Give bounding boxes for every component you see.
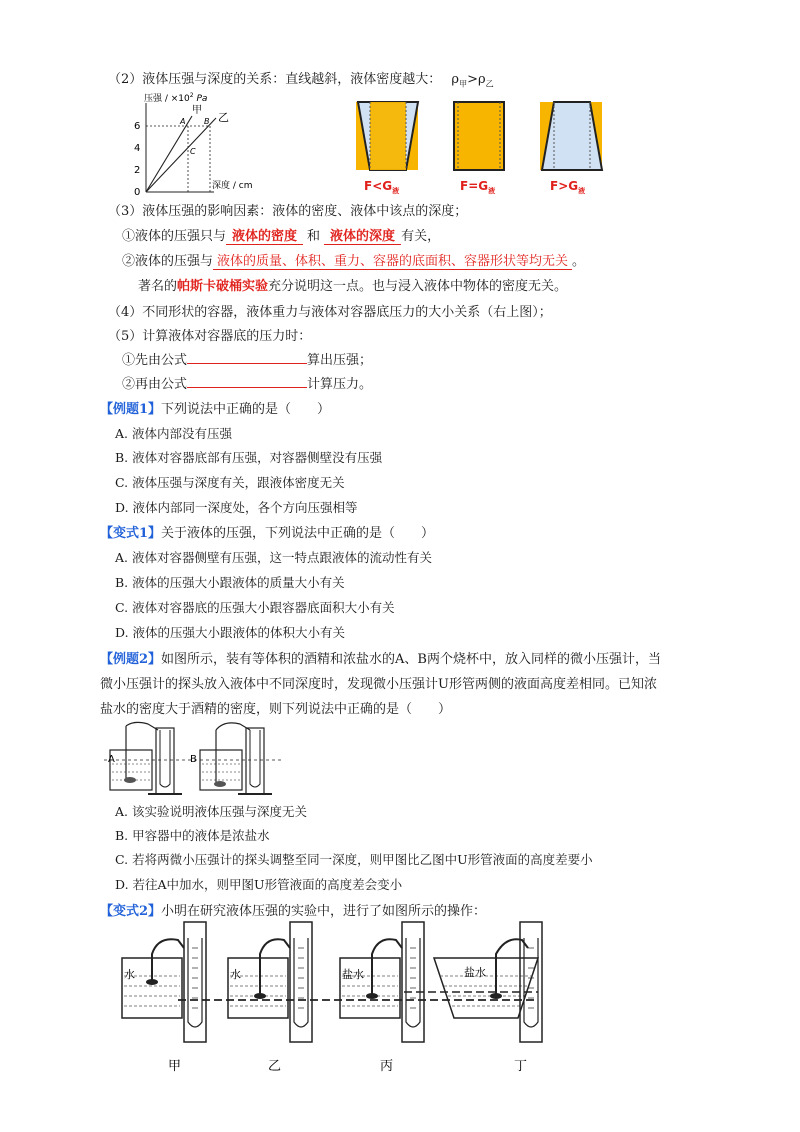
point-b-label: B <box>204 117 210 126</box>
example-2-question-line-2: 微小压强计的探头放入液体中不同深度时，发现微小压强计U形管两侧的液面高度差相同。已知浓 <box>100 677 657 692</box>
section-4-line: （4）不同形状的容器，液体重力与液体对容器底压力的大小关系（右上图）； <box>108 305 552 320</box>
probe-a <box>124 777 136 783</box>
caption-yi: 乙 <box>268 1059 282 1074</box>
caption-bing: 丙 <box>380 1059 394 1074</box>
example-2-option-c[interactable]: C. 若将两微小压强计的探头调整至同一深度，则甲图比乙图中U形管液面的高度差要小 <box>115 852 593 867</box>
example-2-question-line-3: 盐水的密度大于酒精的密度，则下列说法中正确的是（ ） <box>100 702 452 717</box>
probe-b <box>214 781 226 787</box>
point-a-label: A <box>180 117 186 126</box>
line-label-jia: 甲 <box>192 105 202 116</box>
line-label-yi: 乙 <box>218 111 229 124</box>
graph-ylabel: 压强 / $\times 10^2$ Pa <box>144 92 208 104</box>
variant-1-option-a[interactable]: A. 液体对容器侧壁有压强，这一特点跟液体的流动性有关 <box>115 550 432 565</box>
variant-2-question: 【变式2】小明在研究液体压强的实验中，进行了如图所示的操作： <box>100 904 487 919</box>
u-tube-a <box>156 728 174 794</box>
example-1-option-c[interactable]: C. 液体压强与深度有关，跟液体密度无关 <box>115 475 345 490</box>
fig-label-a: A <box>108 754 115 765</box>
section-2-line <box>108 68 494 90</box>
caption-ding: 丁 <box>514 1059 528 1074</box>
ytick-2: 2 <box>134 165 141 176</box>
section-3-line: （3）液体压强的影响因素：液体的密度、液体中该点的深度； <box>108 204 468 219</box>
series-line-yi <box>146 118 216 192</box>
example-1-option-b[interactable]: B. 液体对容器底部有压强，对容器侧壁没有压强 <box>115 450 383 465</box>
ytick-4: 4 <box>134 143 141 154</box>
example-2-option-d[interactable]: D. 若往A中加水，则甲图U形管液面的高度差会变小 <box>115 877 403 892</box>
container-comparison <box>350 98 610 198</box>
section-3-item-2: ②液体的压强与 液体的质量、体积、重力、容器的底面积、容器形状等均无关 。 <box>122 254 586 269</box>
example-1-question: 【例题1】下列说法中正确的是（ ） <box>100 402 331 417</box>
u-tube-b <box>246 728 264 794</box>
pressure-depth-graph <box>130 88 260 200</box>
setup-ding <box>434 922 542 1074</box>
example-2-figure <box>104 720 284 802</box>
variant-1-option-b[interactable]: B. 液体的压强大小跟液体的质量大小有关 <box>115 575 345 590</box>
container-2-label: $F=G_液$ <box>460 179 496 195</box>
label-water-jia: 水 <box>124 968 135 981</box>
variant-1-question: 【变式1】关于液体的压强，下列说法中正确的是（ ） <box>100 526 435 541</box>
variant-1-option-c[interactable]: C. 液体对容器底的压强大小跟容器底面积大小有关 <box>115 600 395 615</box>
ytick-6: 6 <box>134 121 141 132</box>
rho-relation: $\rho_甲>\rho_乙$ <box>451 72 494 89</box>
section-2-text: （2）液体压强与深度的关系：直线越斜，液体密度越大： <box>108 72 442 87</box>
container-1-label: $F<G_液$ <box>364 179 400 195</box>
graph-xlabel: 深度 / cm <box>212 181 253 191</box>
variant-2-figure <box>118 918 558 1078</box>
series-line-jia <box>146 116 192 192</box>
section-5-item-1: ①先由公式 算出压强； <box>122 349 372 368</box>
setup-jia <box>122 922 206 1074</box>
fig-label-b: B <box>190 754 197 765</box>
section-5-line: （5）计算液体对容器底的压力时： <box>108 329 312 344</box>
example-1-option-a[interactable]: A. 液体内部没有压强 <box>115 426 232 441</box>
example-2-question-line-1: 【例题2】如图所示，装有等体积的酒精和浓盐水的A、B两个烧杯中，放入同样的微小压强计，当 <box>100 652 661 667</box>
container-2 <box>454 102 504 170</box>
section-3-item-1: ①液体的压强只与 液体的密度 和 液体的深度 有关， <box>122 229 441 244</box>
example-1-option-d[interactable]: D. 液体内部同一深度处，各个方向压强相等 <box>115 500 358 515</box>
section-3-item-3: 著名的帕斯卡破桶实验充分说明这一点。也与浸入液体中物体的密度无关。 <box>138 279 568 294</box>
setup-bing <box>340 922 424 1074</box>
point-c-label: C <box>190 147 196 156</box>
section-5-item-2: ②再由公式 计算压力。 <box>122 373 372 392</box>
label-salt-ding: 盐水 <box>464 966 486 979</box>
setup-yi <box>228 922 312 1074</box>
label-salt-bing: 盐水 <box>342 968 364 981</box>
example-2-option-a[interactable]: A. 该实验说明液体压强与深度无关 <box>115 804 307 819</box>
container-3-label: $F>G_液$ <box>550 179 586 195</box>
variant-1-option-d[interactable]: D. 液体的压强大小跟液体的体积大小有关 <box>115 625 346 640</box>
beaker-a <box>110 750 152 790</box>
example-2-option-b[interactable]: B. 甲容器中的液体是浓盐水 <box>115 828 270 843</box>
ytick-0: 0 <box>134 187 141 198</box>
caption-jia: 甲 <box>168 1059 182 1074</box>
formula-blank-1[interactable] <box>187 349 307 364</box>
formula-blank-2[interactable] <box>187 373 307 388</box>
container-1-column <box>370 102 406 170</box>
label-water-yi: 水 <box>230 968 241 981</box>
